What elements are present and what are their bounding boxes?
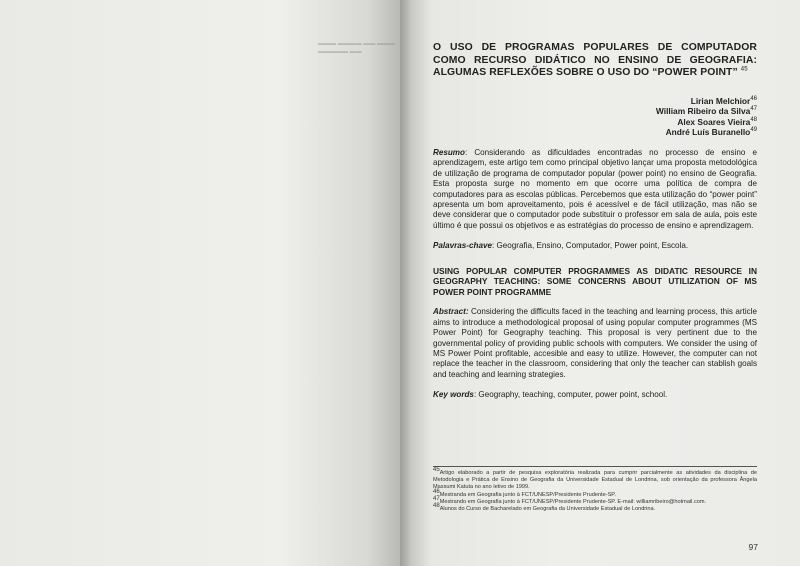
keywords-label: Key words (433, 390, 474, 400)
keywords-paragraph: Key words: Geography, teaching, computer, power point, school. (433, 390, 668, 400)
author: William Ribeiro da Silva$^{47}$ (655, 106, 757, 117)
article-body (433, 42, 757, 409)
page-number: 97 (748, 542, 758, 552)
resumo-paragraph: Resumo: Considerando as dificuldades encontradas no processo de ensino e aprendizagem, este artigo tem como principal objetivo lançar uma proposta metodológica de utilização de programa de computador popular (power point) no ensino de Geografia. Esta proposta surge no momento em que ocorre uma política de compra de computadores para as escolas públicas. Percebemos que esta utilização do “power point” apresenta um bom aproveitamento, pois é acessível e de fácil utilização, mas não se deve considerar que o computador pode substituir o professor em sala de aula, pois este último é que possui os objetivos e as estratégias do processo de ensino e aprendizagem. (433, 147, 757, 230)
palavras-chave-label: Palavras-chave (433, 241, 492, 251)
title-footnote-ref: 45 (740, 66, 748, 73)
footnote: $^{46}$Mestranda em Geografia junto à FCT/UNESP/Presidente Prudente-SP. (433, 488, 616, 498)
abstract-label: Abstract: (433, 307, 469, 317)
right-page (400, 0, 800, 566)
show-through-text: ▬▬▬ ▬▬▬▬ ▬▬ ▬▬▬ ▬▬▬▬▬ ▬▬ (318, 41, 396, 55)
footnote: $^{45}$Artigo elaborado a partir de pesquisa exploratória realizada para cumprir parcialmente as atividades da disciplina de Metodologia e Prática de Ensino de Geografia da Universidade Estadual de Londrina, sob orientação da professora Ângela Massumi Katuta no ano letivo de 1999. (433, 467, 757, 491)
footnotes (433, 466, 757, 513)
footnote: $^{47}$Mestrando em Geografia junto à FCT/UNESP/Presidente Prudente-SP. E-mail: williamribeiro@hotmail.com. (433, 495, 707, 505)
palavras-chave-paragraph: Palavras-chave: Geografia, Ensino, Computador, Power point, Escola. (433, 241, 689, 251)
author: Alex Soares Vieira$^{48}$ (677, 116, 757, 127)
english-title: USING POPULAR COMPUTER PROGRAMMES AS DIDATIC RESOURCE IN GEOGRAPHY TEACHING: SOME CONCERNS ABOUT UTILIZATION OF MS POWER POINT PROGRAMME (433, 265, 757, 297)
author: Lirian Melchior$^{46}$ (690, 95, 757, 106)
author: André Luís Buranello$^{49}$ (665, 127, 757, 138)
footnote: $^{48}$Alunos do Curso de Bacharelado em Geografia da Universidade Estadual de Londrina. (433, 503, 656, 513)
article-title: O USO DE PROGRAMAS POPULARES DE COMPUTADOR COMO RECURSO DIDÁTICO NO ENSINO DE GEOGRAFIA: ALGUMAS REFLEXÕES SOBRE O USO DO “POWER POINT” $^{45}$ (433, 42, 757, 78)
author-list (433, 96, 757, 138)
abstract-paragraph: Abstract: Considering the difficults faced in the teaching and learning process, this article aims to introduce a methodological proposal of using popular computer programmes (MS Power Point) for Geography teaching. This proposal is very pertinent due to the governmental policy of providing public schools with computers. We consider the using of MS Power Point profitable, accesible and easy to utilize. However, the computer can not replace the teacher in the classroom, considering that only the teacher can stablish goals and teaching and learning strategies. (433, 307, 757, 379)
resumo-label: Resumo (433, 147, 465, 157)
